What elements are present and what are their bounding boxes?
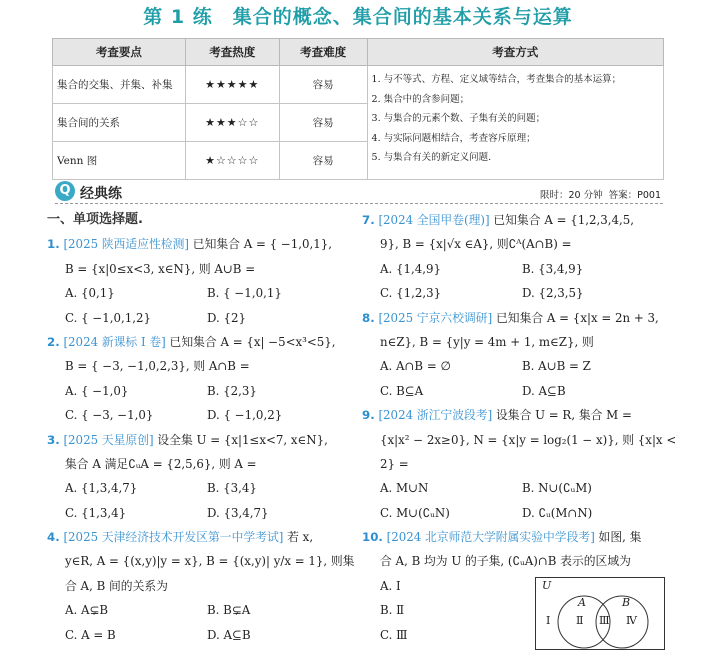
option-row	[362, 257, 672, 281]
option-row	[47, 281, 352, 305]
question-source: [2024 全国甲卷(理)]	[378, 213, 490, 227]
question-number: 2.	[47, 334, 60, 349]
option-row	[47, 306, 352, 330]
option-b: B. {2,3}	[207, 383, 257, 398]
venn-label-b: B	[622, 596, 631, 609]
option-d: D. {3,4,7}	[207, 505, 269, 520]
table-cell-methods	[367, 66, 663, 180]
option-c: C. Ⅲ	[380, 627, 408, 642]
answer-ref: 答案：P001	[608, 190, 661, 201]
option-b: B. B⊊A	[207, 603, 251, 618]
table-header: 考查要点	[53, 39, 186, 66]
option-c: C. {1,3,4}	[65, 505, 127, 520]
option-row	[47, 598, 352, 622]
option-a: A. {1,4,9}	[380, 261, 442, 276]
option-a: A. { −1,0}	[65, 383, 129, 398]
table-header: 考查热度	[185, 39, 279, 66]
question-text: 合 A, B 间的关系为	[65, 578, 168, 593]
method-item: 1. 与不等式、方程、定义域等结合，考查集合的基本运算；	[371, 74, 622, 85]
question-10	[362, 525, 672, 549]
question-source: [2024 浙江宁波段考]	[378, 408, 493, 423]
option-row	[362, 354, 672, 378]
venn-label-u: U	[542, 579, 552, 592]
option-row	[47, 623, 352, 647]
left-column	[47, 208, 355, 647]
venn-region-1: Ⅰ	[546, 614, 551, 627]
question-text: 若 x,	[287, 530, 314, 545]
question-number: 1.	[47, 237, 60, 252]
question-text: 设全集 U = {x|1≤x<7, x∈N},	[157, 432, 328, 447]
question-9	[362, 403, 672, 427]
option-row	[47, 501, 352, 525]
option-a: A. A⊊B	[65, 603, 109, 618]
option-c: C. { −3, −1,0}	[65, 408, 154, 423]
table-cell-point: Venn 图	[53, 142, 186, 180]
time-limit: 限时：20 分钟	[539, 190, 603, 201]
option-c: C. {1,2,3}	[380, 286, 442, 301]
option-row	[362, 501, 672, 525]
table-cell-difficulty: 容易	[279, 104, 367, 142]
option-row	[47, 476, 352, 500]
question-text: 合 A, B 均为 U 的子集, (∁ᵤA)∩B 表示的区域为	[380, 554, 631, 569]
question-number: 7.	[362, 213, 375, 227]
table-header: 考查难度	[279, 39, 367, 66]
question-text: 设集合 U = R, 集合 M =	[495, 408, 632, 423]
option-d: D. A⊆B	[207, 627, 251, 642]
question-text: n∈Z}, B = {y|y = 4m + 1, m∈Z}, 则	[380, 334, 594, 349]
question-text: 如图, 集	[598, 530, 642, 545]
option-c: C. A = B	[65, 627, 116, 642]
question-number: 8.	[362, 310, 375, 325]
question-source: [2025 天津经济技术开发区第一中学考试]	[63, 530, 284, 545]
question-7	[362, 208, 672, 232]
option-row	[362, 379, 672, 403]
venn-region-3: Ⅲ	[599, 614, 610, 627]
section-meta	[540, 187, 661, 201]
question-text: 已知集合 A = {1,2,3,4,5,	[493, 213, 634, 227]
question-number: 9.	[362, 408, 375, 423]
question-8	[362, 306, 672, 330]
option-c: C. { −1,0,1,2}	[65, 310, 152, 325]
question-text: 9}, B = {x|√x ∈A}, 则∁ᴬ(A∩B) =	[380, 237, 572, 252]
venn-label-a: A	[578, 596, 586, 609]
table-row	[53, 66, 664, 104]
question-source: [2024 北京师范大学附属实验中学段考]	[386, 530, 595, 545]
option-a: A. {0,1}	[65, 286, 115, 301]
question-text: 2} =	[380, 456, 409, 471]
option-row	[47, 403, 352, 427]
question-text: 集合 A 满足∁ᵤA = {2,5,6}, 则 A =	[65, 456, 257, 471]
option-b: B. {3,4,9}	[522, 261, 584, 276]
option-b: B. Ⅱ	[380, 603, 405, 618]
option-a: A. {1,3,4,7}	[65, 481, 138, 496]
question-number: 3.	[47, 432, 60, 447]
table-cell-point: 集合间的关系	[53, 104, 186, 142]
question-text: 已知集合 A = {x|x = 2n + 3,	[495, 310, 659, 325]
table-header: 考查方式	[367, 39, 663, 66]
venn-diagram	[535, 577, 665, 650]
option-b: B. A∪B = Z	[522, 359, 591, 374]
option-b: B. N∪(∁ᵤM)	[522, 481, 592, 496]
question-text: 已知集合 A = {x| −5<x³<5},	[169, 334, 336, 349]
venn-region-2: Ⅱ	[576, 614, 584, 627]
option-c: C. B⊆A	[380, 383, 424, 398]
method-item: 5. 与集合有关的新定义问题.	[371, 152, 492, 163]
option-d: D. {2}	[207, 310, 247, 325]
section-title: 经典练	[80, 186, 122, 202]
option-row	[47, 379, 352, 403]
question-source: [2025 天星原创]	[63, 432, 154, 447]
table-header-row	[53, 39, 664, 66]
option-row	[362, 281, 672, 305]
question-text: B = {x|0≤x<3, x∈N}, 则 A∪B =	[65, 261, 256, 276]
option-d: D. {2,3,5}	[522, 286, 584, 301]
option-a: A. Ⅰ	[380, 578, 401, 593]
option-b: B. { −1,0,1}	[207, 286, 282, 301]
requirements-table	[52, 38, 664, 180]
question-4	[47, 525, 352, 549]
venn-region-4: Ⅳ	[626, 614, 637, 627]
question-text: y∈R, A = {(x,y)|y = x}, B = {(x,y)| y/x = 1}, 则集	[65, 554, 355, 569]
option-d: D. { −1,0,2}	[207, 408, 283, 423]
option-b: B. {3,4}	[207, 481, 257, 496]
question-source: [2025 陕西适应性检测]	[63, 237, 190, 252]
method-item: 3. 与集合的元素个数、子集有关的问题；	[371, 113, 546, 124]
lens-icon: Q	[55, 181, 75, 201]
table-cell-heat: ★★★☆☆	[185, 104, 279, 142]
part-heading: 一、单项选择题.	[47, 212, 143, 227]
option-d: D. ∁ᵤ(M∩N)	[522, 505, 593, 520]
page-title: 第 1 练 集合的概念、集合间的基本关系与运算	[143, 6, 573, 28]
table-cell-difficulty: 容易	[279, 66, 367, 104]
question-source: [2024 新课标 Ⅰ 卷]	[63, 334, 166, 349]
question-number: 10.	[362, 530, 383, 545]
question-text: {x|x² − 2x≥0}, N = {x|y = log₂(1 − x)}, 则 {x|x <	[380, 432, 677, 447]
table-cell-heat: ★★★★★	[185, 66, 279, 104]
question-text: 已知集合 A = { −1,0,1},	[192, 237, 333, 252]
option-d: D. A⊆B	[522, 383, 566, 398]
table-cell-point: 集合的交集、并集、补集	[53, 66, 186, 104]
option-a: A. M∪N	[380, 481, 429, 496]
table-cell-heat: ★☆☆☆☆	[185, 142, 279, 180]
question-number: 4.	[47, 530, 60, 545]
question-source: [2025 宁京六校调研]	[378, 310, 493, 325]
question-2	[47, 330, 352, 354]
method-item: 4. 与实际问题相结合，考查容斥原理；	[371, 132, 536, 144]
question-text: B = { −3, −1,0,2,3}, 则 A∩B =	[65, 359, 250, 374]
option-row	[362, 476, 672, 500]
section-header	[55, 181, 663, 204]
option-c: C. M∪(∁ᵤN)	[380, 505, 450, 520]
question-1	[47, 232, 352, 256]
method-item: 2. 集合中的含参问题；	[371, 93, 470, 105]
option-a: A. A∩B = ∅	[380, 359, 451, 374]
question-3	[47, 428, 352, 452]
table-cell-difficulty: 容易	[279, 142, 367, 180]
